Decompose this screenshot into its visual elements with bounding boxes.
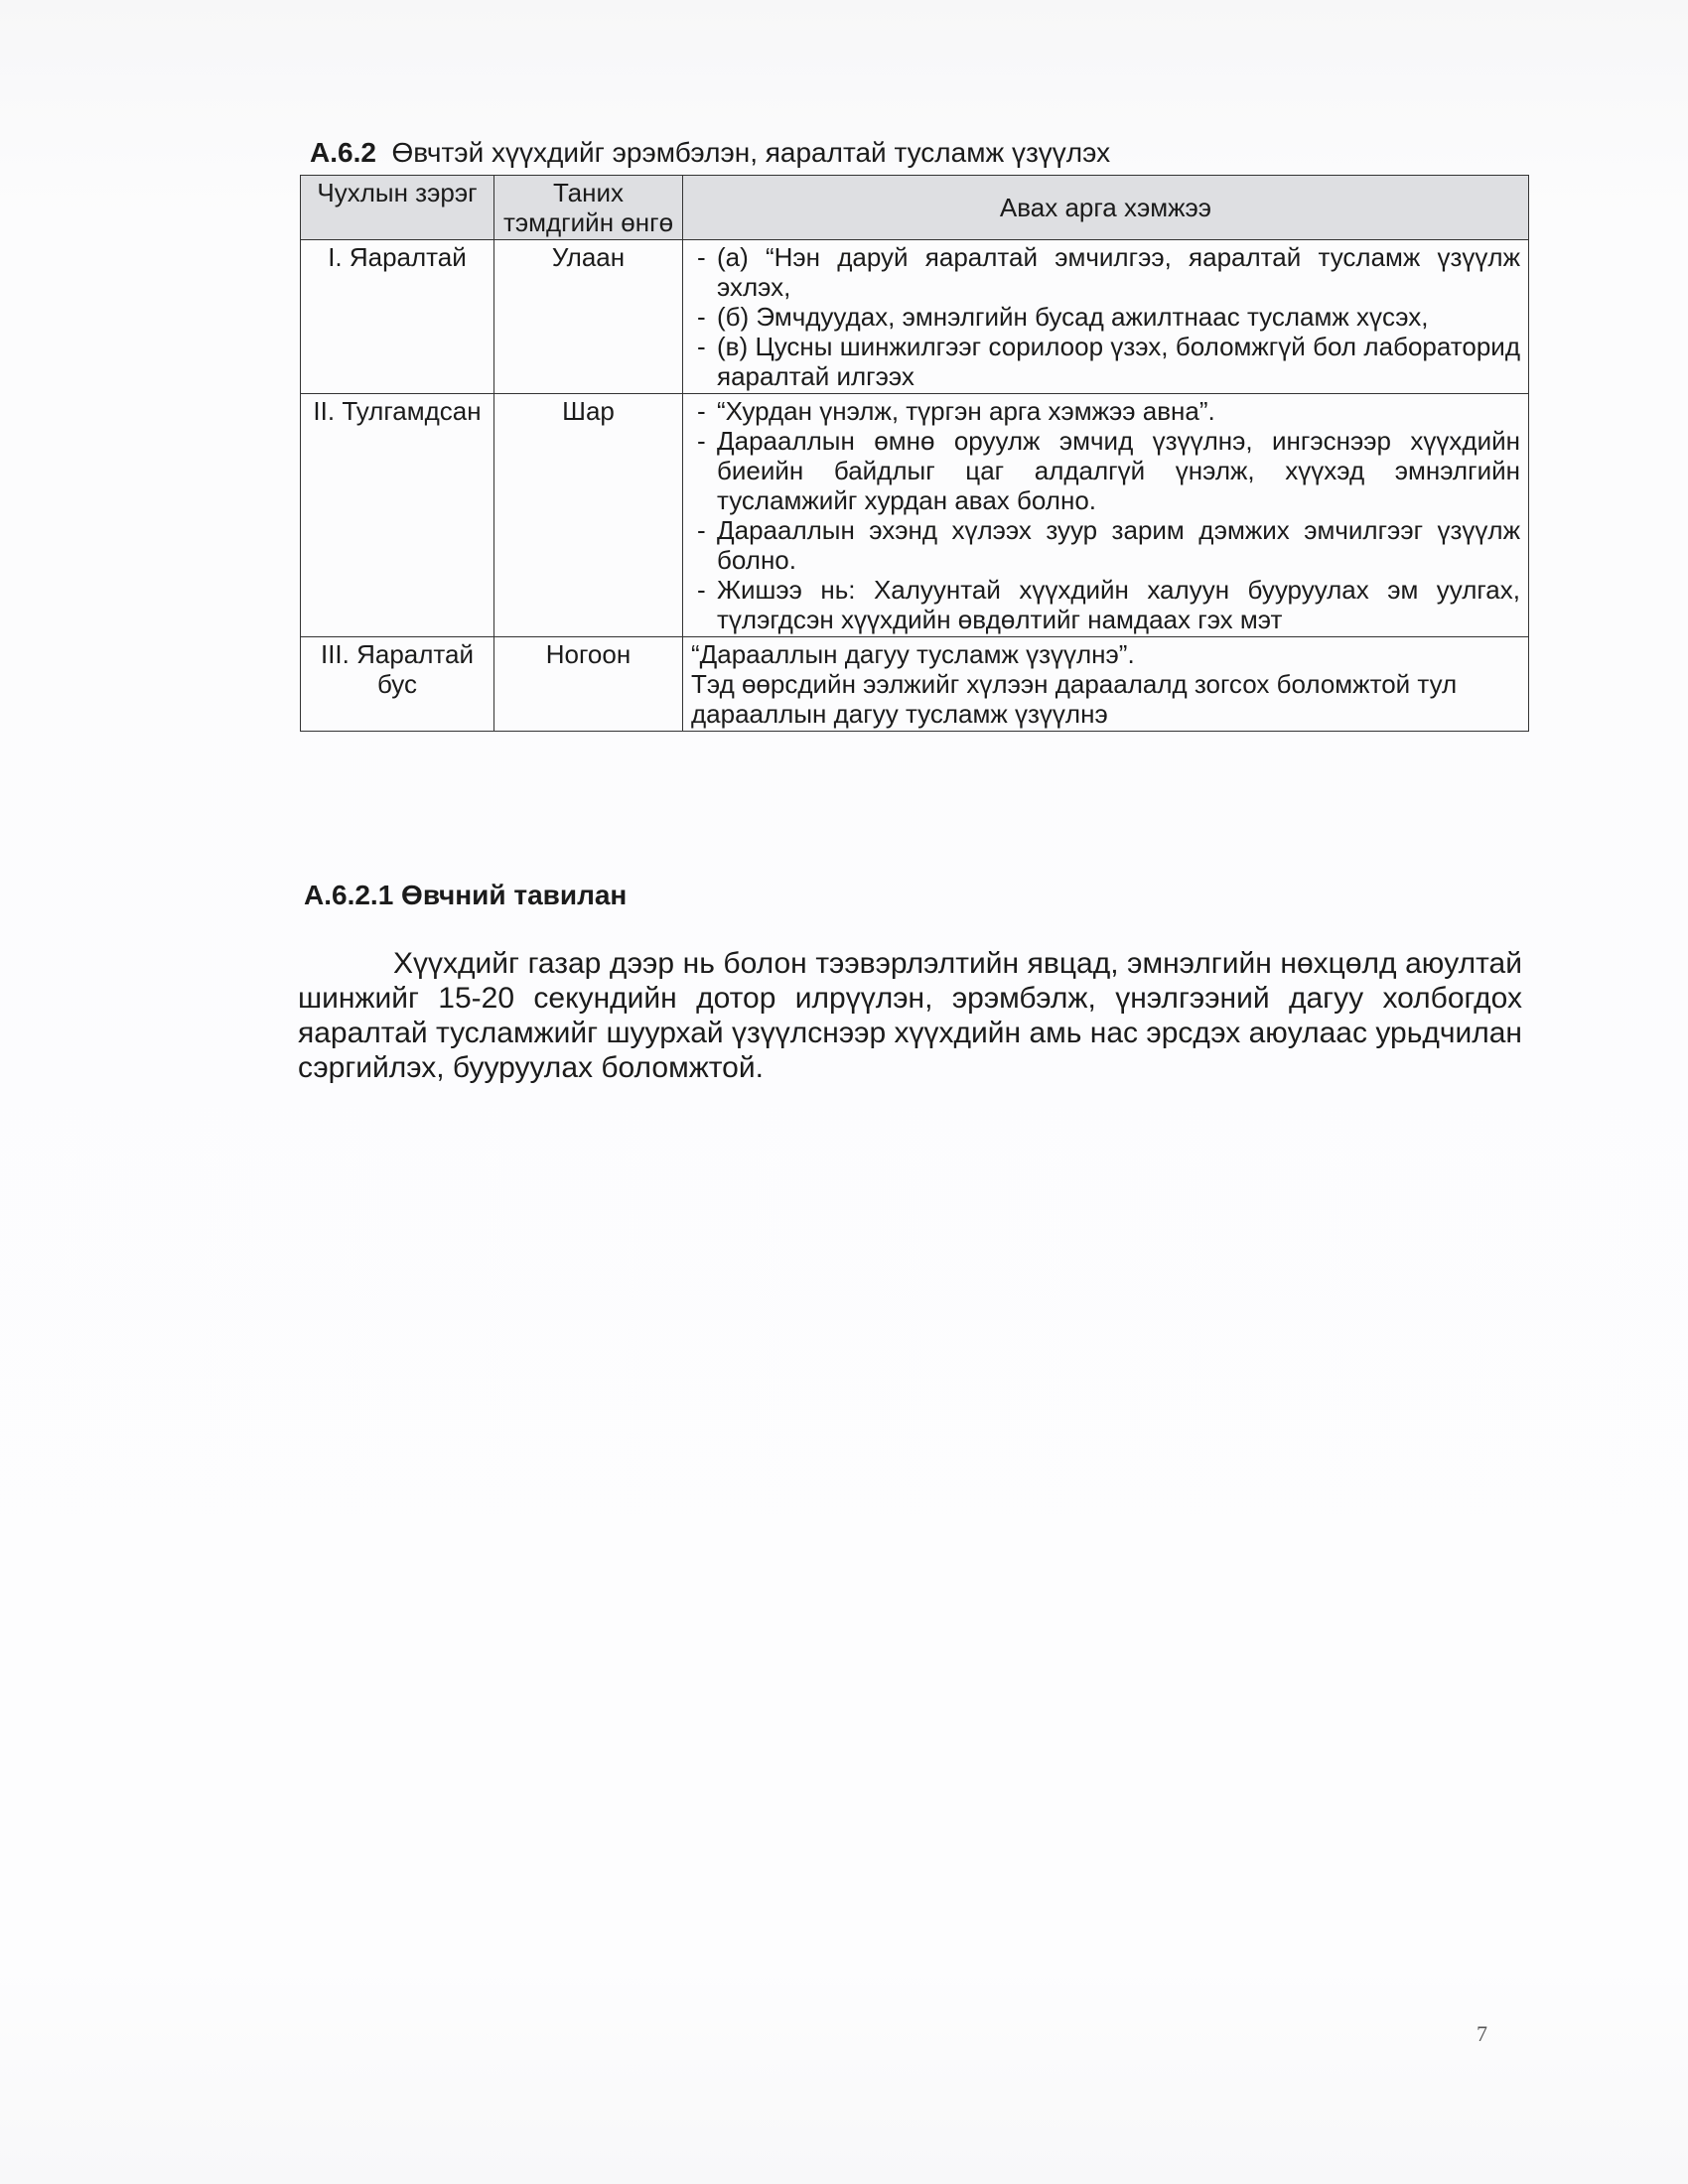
header-action: Авах арга хэмжээ: [683, 176, 1529, 240]
action-item: - (в) Цусны шинжилгээг сорилоор үзэх, боломжгүй бол лабораторид яаралтай илгээх: [717, 332, 1520, 391]
header-color: Таних тэмдгийн өнгө: [494, 176, 683, 240]
action-text: “Дарааллын дагуу тусламж үзүүлнэ”.: [691, 639, 1135, 669]
header-priority: Чухлын зэрэг: [301, 176, 494, 240]
row-priority: I. Яаралтай: [301, 240, 494, 394]
row-priority: II. Тулгамдсан: [301, 394, 494, 637]
table-row: [301, 394, 1529, 637]
row-actions: [683, 394, 1529, 637]
row-color: Ногоон: [494, 637, 683, 732]
action-item: - Дарааллын эхэнд хүлээх зуур зарим дэмжих эмчилгээг үзүүлж болно.: [717, 515, 1520, 575]
section-heading: A.6.2.1 Өвчний тавилан: [304, 880, 628, 910]
table-caption: [310, 137, 1110, 169]
row-actions: [683, 240, 1529, 394]
action-item: - (а) “Нэн даруй яаралтай эмчилгээ, яаралтай тусламж үзүүлж эхлэх,: [717, 242, 1520, 302]
action-text: Тэд өөрсдийн ээлжийг хүлээн дараалалд зогсох боломжтой тул дарааллын дагуу тусламж үзүүлнэ: [691, 669, 1458, 729]
table-row: [301, 240, 1529, 394]
row-color: Шар: [494, 394, 683, 637]
triage-table: [300, 175, 1529, 732]
table-caption-title: Өвчтэй хүүхдийг эрэмбэлэн, яаралтай тусламж үзүүлэх: [391, 137, 1111, 168]
action-item: - Жишээ нь: Халуунтай хүүхдийн халуун бууруулах эм уулгах, түлэгдсэн хүүхдийн өвдөлтийг намдаах гэх мэт: [717, 575, 1520, 634]
page-number: 7: [1477, 2021, 1487, 2046]
action-item: - Дарааллын өмнө оруулж эмчид үзүүлнэ, ингэснээр хүүхдийн биеийн байдлыг цаг алдалгүй үнэлж, хүүхэд эмнэлгийн тусламжийг хурдан авах болно.: [717, 426, 1520, 515]
action-item: - “Хурдан үнэлж, түргэн арга хэмжээ авна”.: [717, 396, 1520, 426]
table-caption-number: A.6.2: [310, 137, 376, 168]
row-actions: [683, 637, 1529, 732]
table-header-row: [301, 176, 1529, 240]
row-priority: III. Яаралтай бус: [301, 637, 494, 732]
row-color: Улаан: [494, 240, 683, 394]
section-paragraph: Хүүхдийг газар дээр нь болон тээвэрлэлтийн явцад, эмнэлгийн нөхцөлд аюултай шинжийг 15-20 секундийн дотор илрүүлэн, эрэмбэлж, үнэлгээний дагуу холбогдох яаралтай тусламжийг шуурхай үзүүлснээр хүүхдийн амь нас эрсдэх аюулаас урьдчилан сэргийлэх, бууруулах боломжтой.: [298, 947, 1522, 1084]
action-item: - (б) Эмчдуудах, эмнэлгийн бусад ажилтнаас тусламж хүсэх,: [717, 302, 1520, 332]
table-row: [301, 637, 1529, 732]
